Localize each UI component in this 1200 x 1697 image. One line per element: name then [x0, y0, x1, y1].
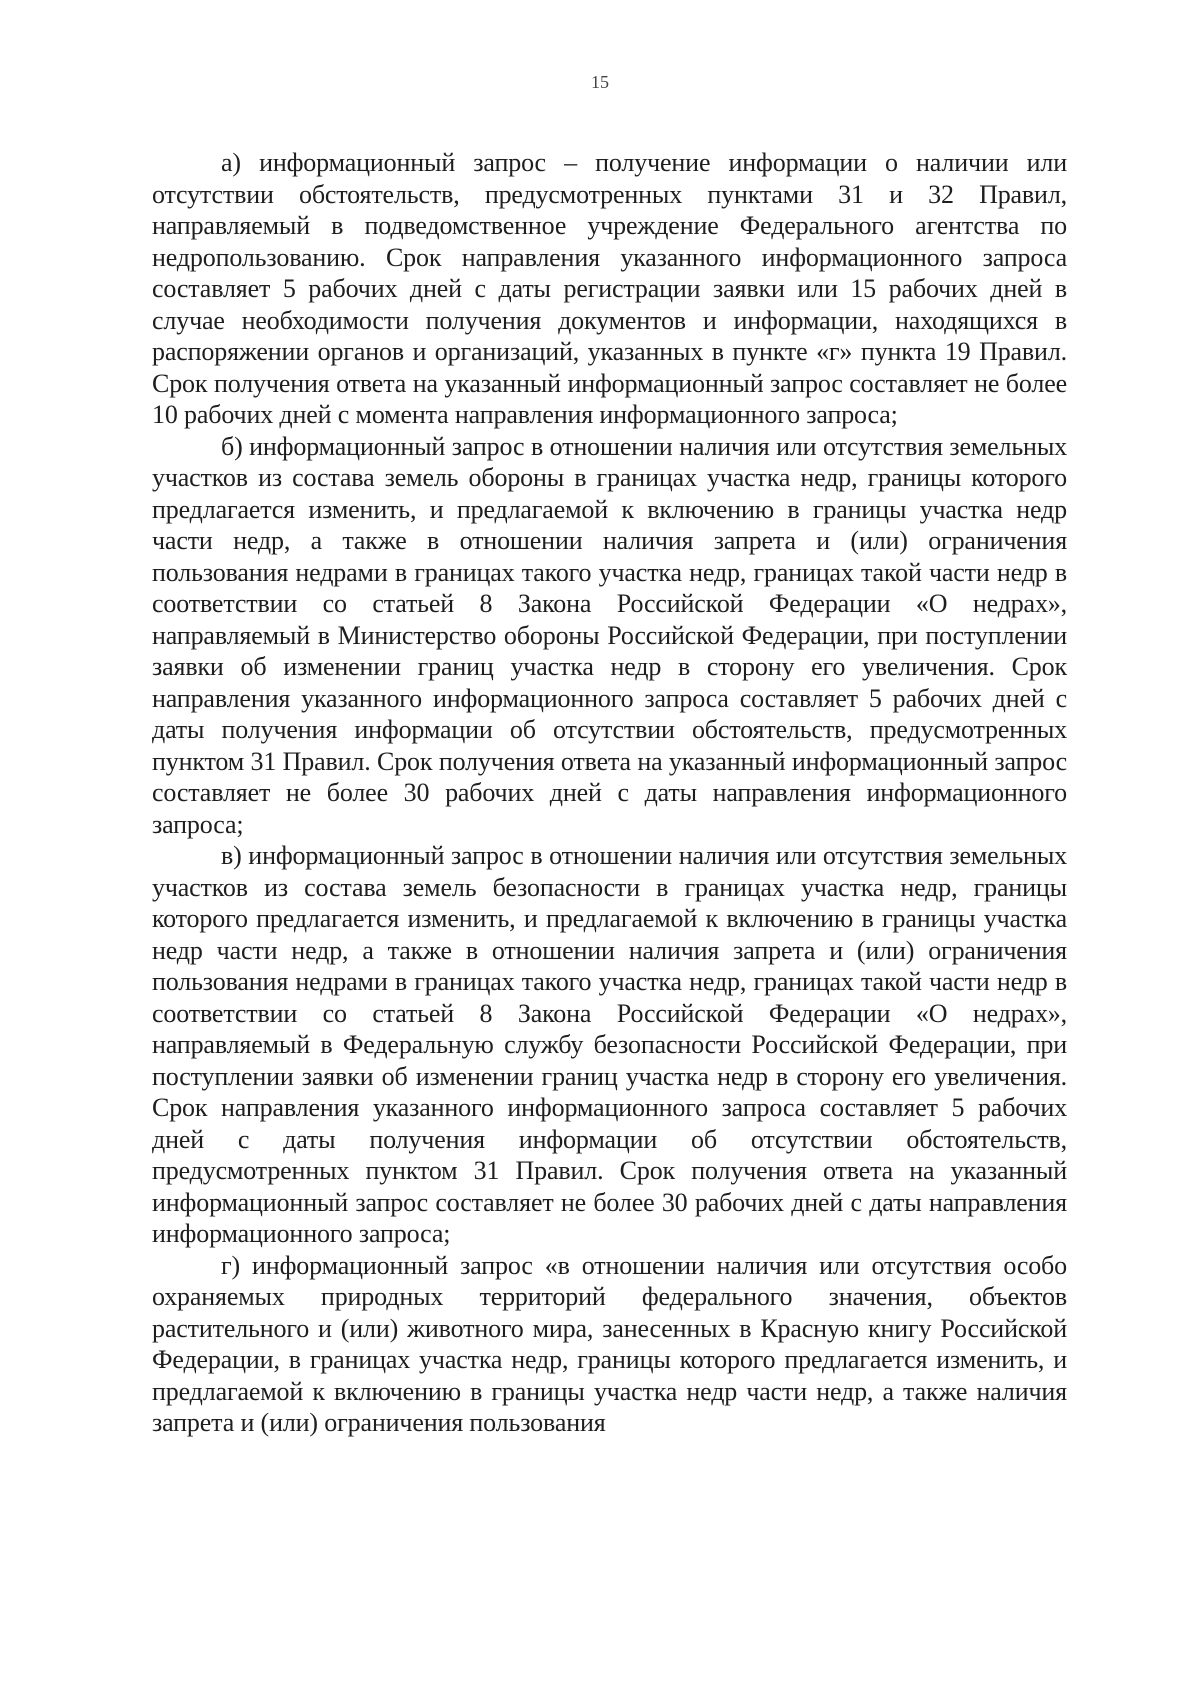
paragraph-v: в) информационный запрос в отношении наличия или отсутствия земельных участков из состава земель безопасности в границах участка недр, границы которого предлагается изменить, и предлагаемой к включению в границы участка недр части недр, а также в отношении наличия запрета и (или) ограничения пользования недрами в границах такого участка недр, границах такой части недр в соответствии со статьей 8 Закона Российской Федерации «О недрах», направляемый в Федеральную службу безопасности Российской Федерации, при поступлении заявки об изменении границ участка недр в сторону его увеличения. Срок направления указанного информационного запроса составляет 5 рабочих дней с даты получения информации об отсутствии обстоятельств, предусмотренных пунктом 31 Правил. Срок получения ответа на указанный информационный запрос составляет не более 30 рабочих дней с даты направления информационного запроса; [152, 841, 1067, 1248]
paragraph-b: б) информационный запрос в отношении наличия или отсутствия земельных участков из состава земель обороны в границах участка недр, границы которого предлагается изменить, и предлагаемой к включению в границы участка недр части недр, а также в отношении наличия запрета и (или) ограничения пользования недрами в границах такого участка недр, границах такой части недр в соответствии со статьей 8 Закона Российской Федерации «О недрах», направляемый в Министерство обороны Российской Федерации, при поступлении заявки об изменении границ участка недр в сторону его увеличения. Срок направления указанного информационного запроса составляет 5 рабочих дней с даты получения информации об отсутствии обстоятельств, предусмотренных пунктом 31 Правил. Срок получения ответа на указанный информационный запрос составляет не более 30 рабочих дней с даты направления информационного запроса; [152, 431, 1067, 839]
page-number: 15 [591, 72, 609, 92]
paragraph-a: а) информационный запрос – получение информации о наличии или отсутствии обстоятельств, предусмотренных пунктами 31 и 32 Правил, направляемый в подведомственное учреждение Федерального агентства по недропользованию. Срок направления указанного информационного запроса составляет 5 рабочих дней с даты регистрации заявки или 15 рабочих дней в случае необходимости получения документов и информации, находящихся в распоряжении органов и организаций, указанных в пункте «г» пункта 19 Правил. Срок получения ответа на указанный информационный запрос составляет не более 10 рабочих дней с момента направления информационного запроса; [152, 148, 1067, 429]
document-body [152, 147, 1067, 1439]
paragraph-g: г) информационный запрос «в отношении наличия или отсутствия особо охраняемых природных территорий федерального значения, объектов растительного и (или) животного мира, занесенных в Красную книгу Российской Федерации, в границах участка недр, границы которого предлагается изменить, и предлагаемой к включению в границы участка недр части недр, а также наличия запрета и (или) ограничения пользования [152, 1250, 1067, 1437]
